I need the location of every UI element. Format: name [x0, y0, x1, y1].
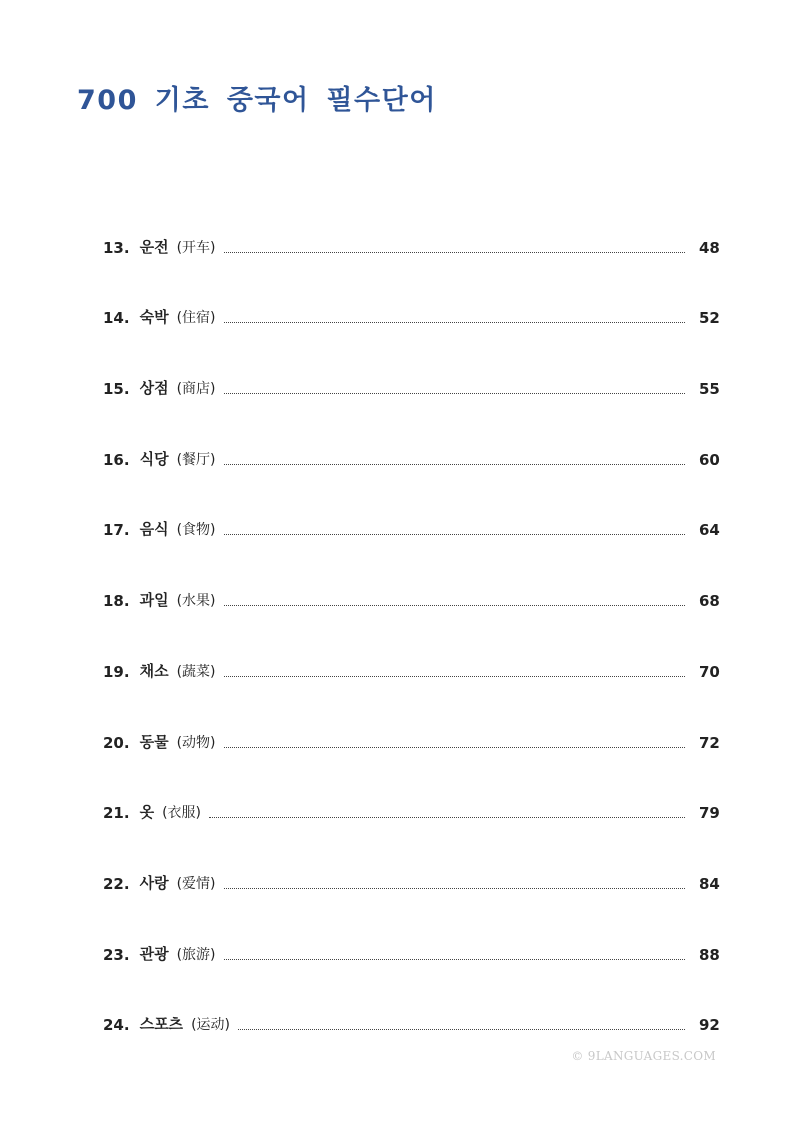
toc-entry[interactable]	[103, 539, 719, 610]
toc-number: 13.	[103, 238, 130, 257]
toc-entry[interactable]	[103, 469, 719, 540]
toc-title-chinese: (商店)	[176, 381, 216, 398]
toc-title-korean: 스포츠	[139, 1015, 184, 1034]
dot-leader	[224, 959, 686, 960]
toc-page-number: 52	[699, 309, 720, 328]
toc-entry[interactable]	[103, 398, 719, 469]
toc-number: 23.	[103, 945, 130, 964]
toc-entry[interactable]	[103, 610, 719, 681]
toc-title-chinese: (住宿)	[176, 310, 216, 327]
toc-title-korean: 채소	[139, 661, 169, 680]
toc-page-number: 72	[699, 733, 720, 752]
toc-page-number: 55	[699, 380, 720, 399]
toc-page-number: 92	[699, 1016, 720, 1035]
dot-leader	[224, 252, 686, 253]
dot-leader	[224, 747, 686, 748]
dot-leader	[238, 1029, 685, 1030]
toc-page-number: 64	[699, 521, 720, 540]
table-of-contents	[103, 186, 719, 1034]
toc-entry[interactable]	[103, 327, 719, 398]
toc-page-number: 79	[699, 804, 720, 823]
toc-entry[interactable]	[103, 681, 719, 752]
toc-title-chinese: (旅游)	[176, 946, 216, 963]
toc-title-korean: 운전	[139, 237, 169, 256]
toc-number: 18.	[103, 592, 130, 611]
toc-title-korean: 동물	[139, 732, 169, 751]
toc-title-korean: 숙박	[139, 308, 169, 327]
toc-number: 20.	[103, 733, 130, 752]
toc-number: 24.	[103, 1016, 130, 1035]
toc-number: 14.	[103, 309, 130, 328]
dot-leader	[224, 888, 686, 889]
toc-title-korean: 음식	[139, 520, 169, 539]
toc-title-chinese: (蔬菜)	[176, 663, 216, 680]
dot-leader	[224, 393, 686, 394]
toc-page-number: 84	[699, 874, 720, 893]
toc-title-korean: 사랑	[139, 873, 169, 892]
copyright-footer: © 9LANGUAGES.COM	[571, 1049, 716, 1063]
page-title: 700 기초 중국어 필수단어	[77, 85, 437, 116]
toc-title-chinese: (运动)	[191, 1017, 230, 1034]
dot-leader	[224, 605, 686, 606]
toc-number: 21.	[103, 804, 130, 823]
toc-title-korean: 관광	[139, 944, 169, 963]
toc-page-number: 48	[699, 238, 720, 257]
toc-title-chinese: (餐厅)	[176, 451, 216, 468]
toc-title-chinese: (爱情)	[176, 875, 216, 892]
toc-entry[interactable]	[103, 186, 719, 257]
toc-title-chinese: (衣服)	[162, 805, 202, 822]
toc-title-korean: 식당	[139, 449, 169, 468]
dot-leader	[224, 464, 686, 465]
toc-number: 22.	[103, 874, 130, 893]
toc-entry[interactable]	[103, 257, 719, 328]
toc-title-korean: 상점	[139, 379, 169, 398]
toc-entry[interactable]	[103, 964, 719, 1035]
toc-page-number: 70	[699, 662, 720, 681]
dot-leader	[224, 322, 686, 323]
toc-entry[interactable]	[103, 822, 719, 893]
dot-leader	[209, 817, 685, 818]
toc-number: 16.	[103, 450, 130, 469]
toc-title-chinese: (食物)	[176, 522, 216, 539]
toc-page-number: 60	[699, 450, 720, 469]
dot-leader	[224, 676, 686, 677]
dot-leader	[224, 534, 686, 535]
toc-number: 17.	[103, 521, 130, 540]
toc-entry[interactable]	[103, 752, 719, 823]
toc-title-korean: 과일	[139, 591, 169, 610]
toc-page-number: 68	[699, 592, 720, 611]
toc-number: 15.	[103, 380, 130, 399]
toc-page-number: 88	[699, 945, 720, 964]
toc-title-chinese: (开车)	[176, 239, 216, 256]
toc-title-chinese: (水果)	[176, 593, 216, 610]
toc-title-chinese: (动物)	[176, 734, 216, 751]
toc-title-korean: 옷	[139, 803, 155, 822]
toc-number: 19.	[103, 662, 130, 681]
toc-entry[interactable]	[103, 893, 719, 964]
